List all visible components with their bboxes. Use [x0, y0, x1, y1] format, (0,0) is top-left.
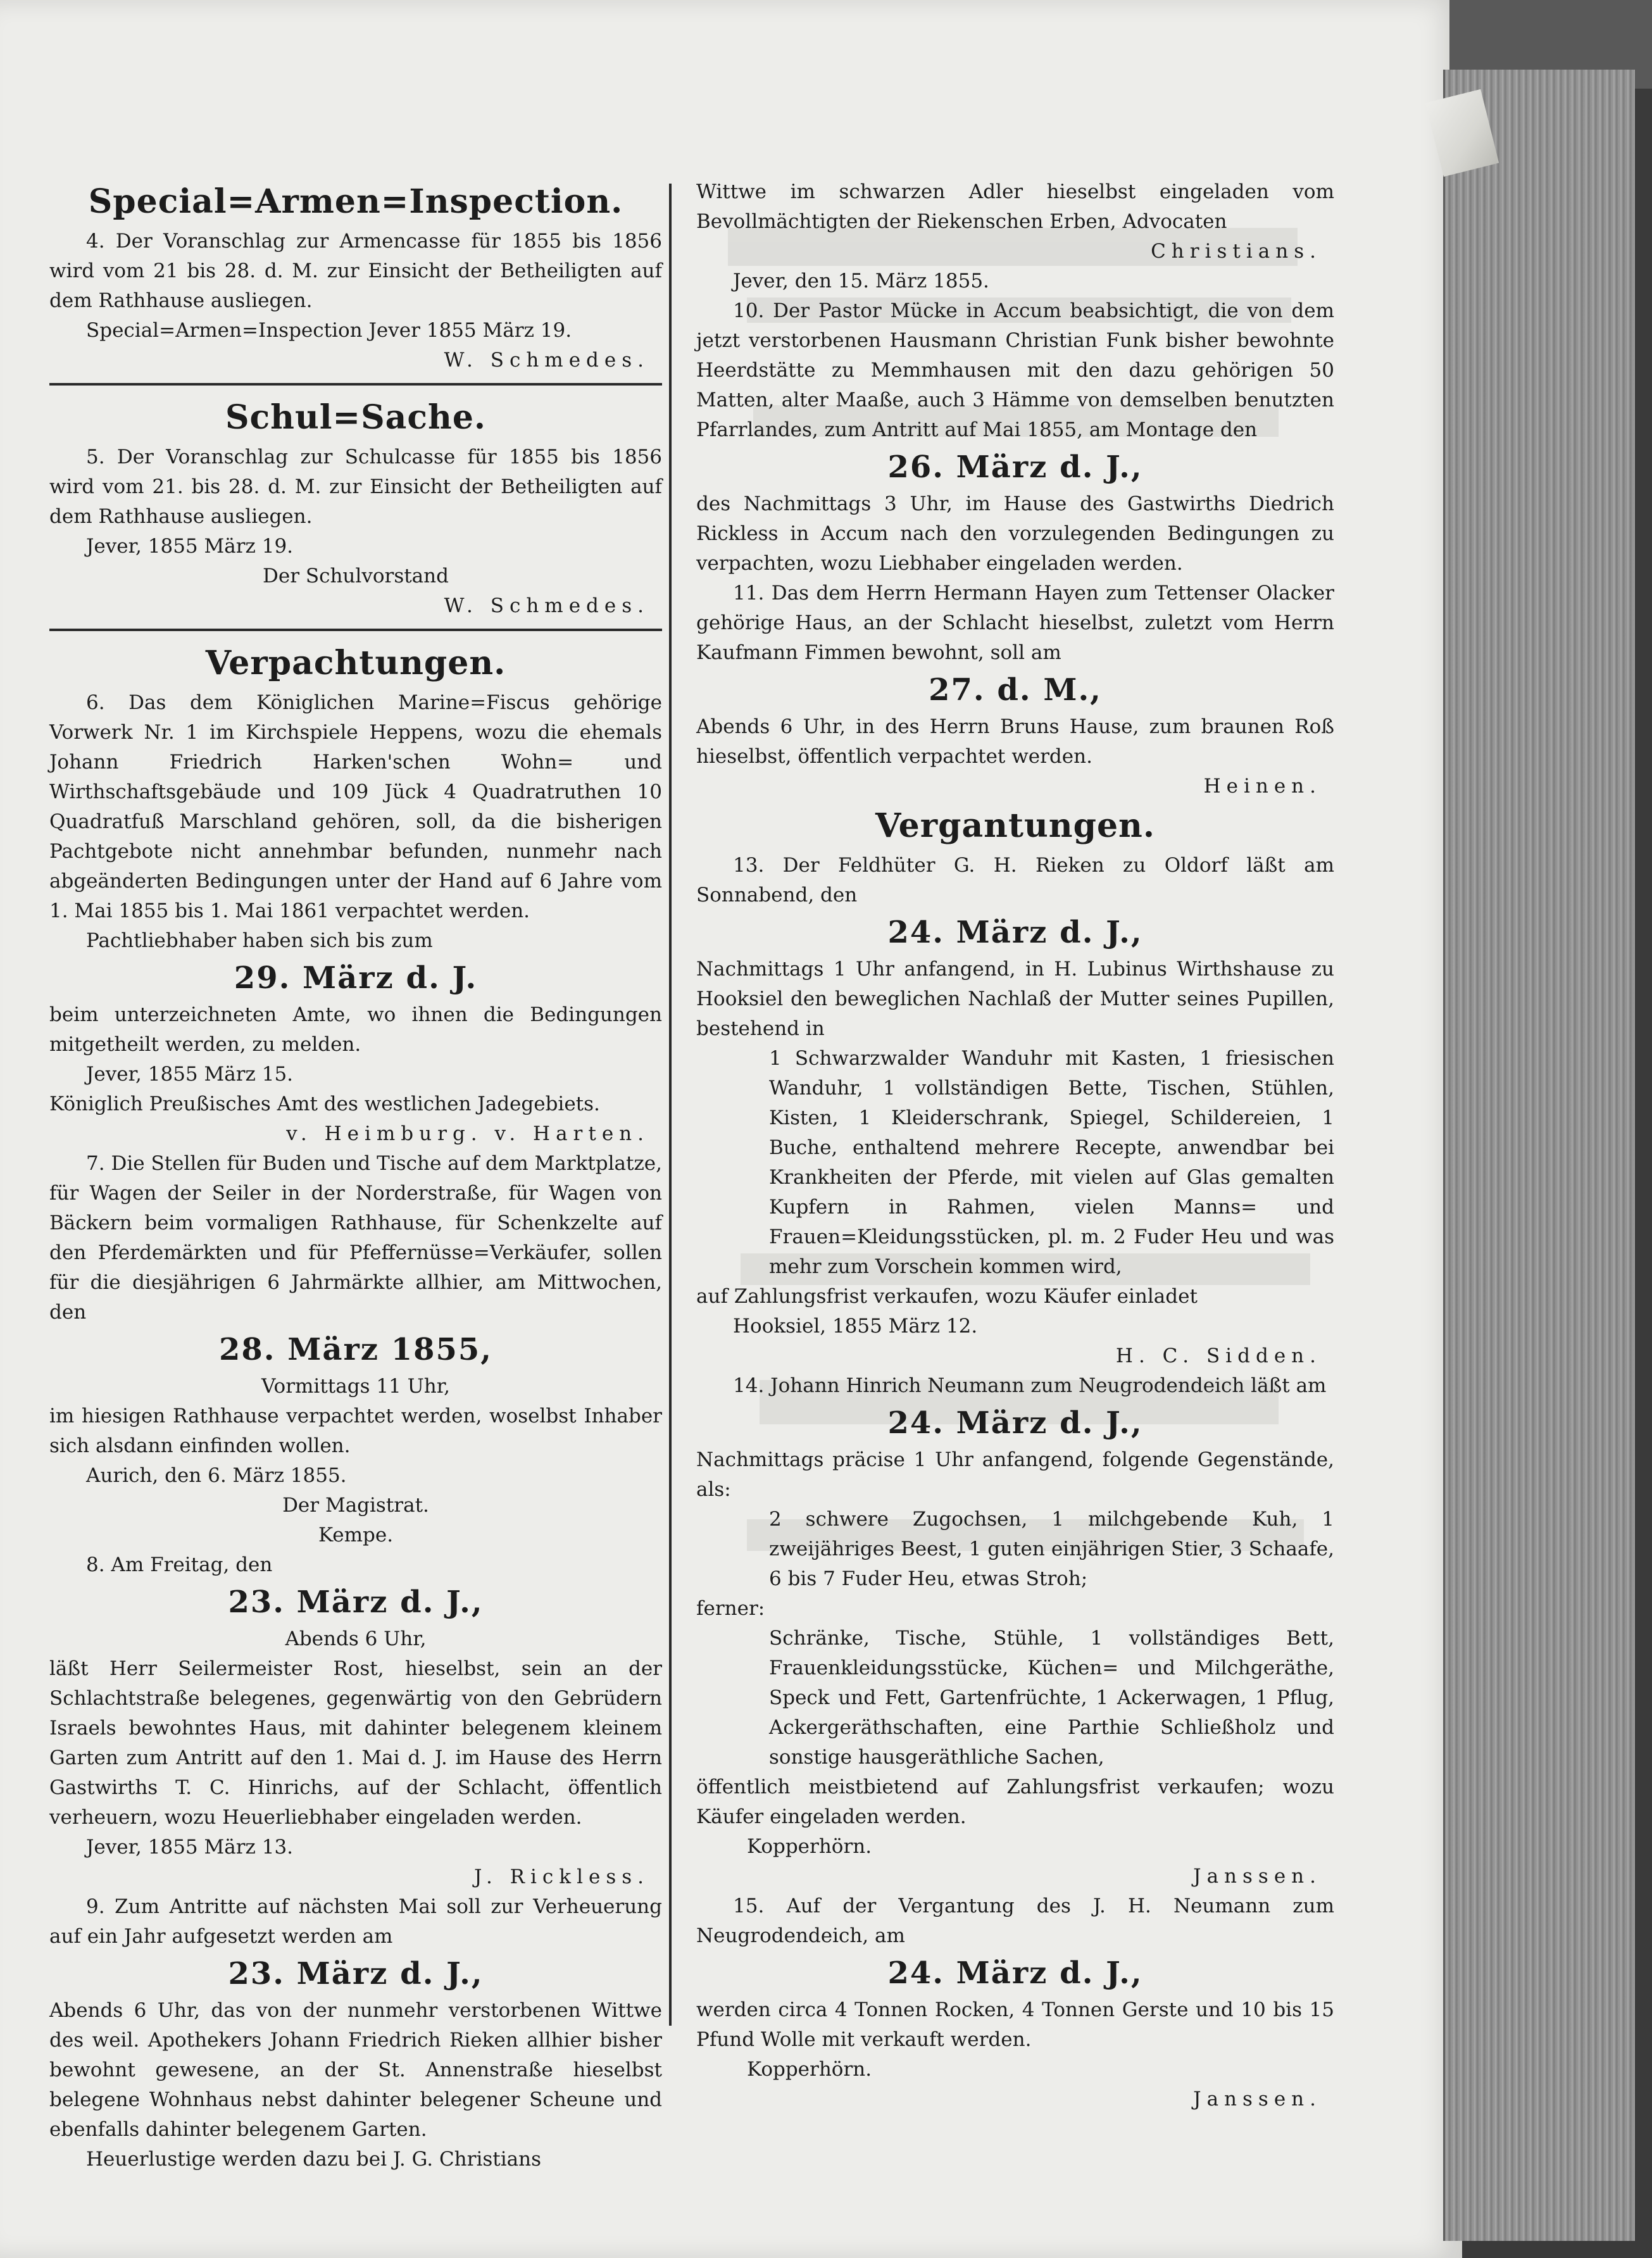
paragraph: öffentlich meistbietend auf Zahlungsfrist verkaufen; wozu Käufer eingeladen werden. — [696, 1776, 1334, 1828]
paragraph: Jever, 1855 März 15. — [86, 1063, 294, 1086]
signature: Heinen. — [1203, 775, 1322, 798]
signature: H. C. Sidden. — [1115, 1345, 1322, 1367]
paragraph: 9. Zum Antritte auf nächsten Mai soll zur Verheuerung auf ein Jahr aufgesetzt werden am — [49, 1895, 662, 1948]
signature: J. Rickless. — [473, 1866, 649, 1888]
paragraph: Abends 6 Uhr, das von der nunmehr verstorbenen Wittwe des weil. Apothekers Johann Friedrich Rieken allhier bisher bewohnt gewesene, an der St. Annenstraße hieselbst belegene Wohnhaus nebst dahinter belegener Scheune und ebenfalls dahinter belegenem Garten. — [49, 1999, 662, 2141]
signature: v. Heimburg. v. Harten. — [286, 1122, 649, 1145]
paragraph: Heuerlustige werden dazu bei J. G. Christians — [86, 2148, 542, 2171]
paragraph: auf Zahlungsfrist verkaufen, wozu Käufer einladet — [696, 1285, 1198, 1308]
paragraph: werden circa 4 Tonnen Rocken, 4 Tonnen Gerste und 10 bis 15 Pfund Wolle mit verkauft werden. — [696, 1998, 1334, 2051]
paragraph: Königlich Preußisches Amt des westlichen Jadegebiets. — [49, 1093, 600, 1115]
paragraph: Nachmittags präcise 1 Uhr anfangend, folgende Gegenstände, als: — [696, 1448, 1334, 1501]
place-name: Kopperhörn. — [747, 2058, 872, 2081]
signature: Janssen. — [1193, 1865, 1322, 1888]
date-line: 29. März d. J. — [234, 960, 478, 996]
date-line: 27. d. M., — [929, 672, 1102, 708]
paragraph: 5. Der Voranschlag zur Schulcasse für 1855 bis 1856 wird vom 21. bis 28. d. M. zur Einsicht der Betheiligten auf dem Rathhause ausliegen. — [49, 446, 662, 528]
date-line: 28. März 1855, — [218, 1332, 492, 1367]
centered-line: Kempe. — [318, 1524, 394, 1546]
date-line: 26. März d. J., — [887, 449, 1143, 485]
item-list: 1 Schwarzwalder Wanduhr mit Kasten, 1 friesischen Wanduhr, 1 vollständigen Bette, Tischen, Stühlen, Kisten, 1 Kleiderschrank, Spiegel, Schildereien, 1 Buche, enthaltend mehrere Recepte, anwendbar bei Krankheiten der Pferde, mit vielen auf Glas gemalten Kupfern in Rahmen, vielen Manns= und Frauen=Kleidungsstücken, pl. m. 2 Fuder Heu und was mehr zum Vorschein kommen wird, — [769, 1047, 1334, 1278]
section-heading: Verpachtungen. — [205, 644, 506, 682]
paragraph: des Nachmittags 3 Uhr, im Hause des Gastwirths Diedrich Rickless in Accum nach den vorzulegenden Bedingungen zu verpachten, wozu Liebhaber eingeladen werden. — [696, 492, 1334, 575]
paragraph: Special=Armen=Inspection Jever 1855 März 19. — [86, 319, 572, 342]
signature: W. Schmedes. — [444, 594, 649, 617]
date-line: 24. März d. J., — [887, 915, 1143, 950]
paragraph: 14. Johann Hinrich Neumann zum Neugrodendeich läßt am — [733, 1374, 1327, 1397]
date-line: 23. März d. J., — [228, 1956, 484, 1991]
signature: Christians. — [1151, 240, 1322, 263]
paragraph: 13. Der Feldhüter G. H. Rieken zu Oldorf läßt am Sonnabend, den — [696, 854, 1334, 906]
paragraph: Jever, 1855 März 19. — [86, 535, 294, 558]
left-column — [49, 177, 662, 2174]
place-name: Kopperhörn. — [747, 1835, 872, 1858]
section-heading: Special=Armen=Inspection. — [88, 182, 623, 221]
item-list: 2 schwere Zugochsen, 1 milchgebende Kuh, 1 zweijähriges Beest, 1 guten einjährigen Stier, 3 Schaafe, 6 bis 7 Fuder Heu, etwas Stroh; — [769, 1508, 1334, 1590]
signature: W. Schmedes. — [444, 349, 649, 372]
paragraph: 11. Das dem Herrn Hermann Hayen zum Tettenser Olacker gehörige Haus, an der Schlacht hieselbst, zuletzt vom Herrn Kaufmann Fimmen bewohnt, soll am — [696, 582, 1334, 664]
paragraph: Wittwe im schwarzen Adler hieselbst eingeladen vom Bevollmächtigten der Riekenschen Erben, Advocaten — [696, 180, 1334, 233]
section-rule — [49, 629, 662, 631]
item-list: Schränke, Tische, Stühle, 1 vollständiges Bett, Frauenkleidungsstücke, Küchen= und Milchgeräthe, Speck und Fett, Gartenfrüchte, 1 Ackerwagen, 1 Pflug, Ackergeräthschaften, eine Parthie Schließholz und sonstige hausgeräthliche Sachen, — [769, 1627, 1334, 1769]
paragraph: läßt Herr Seilermeister Rost, hieselbst, sein an der Schlachtstraße belegenes, gegenwärtig von den Gebrüdern Israels bewohntes Haus, mit dahinter belegenem kleinem Garten zum Antritt auf den 1. Mai d. J. im Hause des Herrn Gastwirths T. C. Hinrichs, auf der Schlacht, öffentlich verheuern, wozu Heuerliebhaber eingeladen werden. — [49, 1657, 662, 1829]
date-line: 24. März d. J., — [887, 1955, 1143, 1991]
date-line: 24. März d. J., — [887, 1405, 1143, 1441]
section-heading: Schul=Sache. — [225, 398, 487, 437]
paragraph: 15. Auf der Vergantung des J. H. Neumann zum Neugrodendeich, am — [696, 1895, 1334, 1947]
paragraph: Hooksiel, 1855 März 12. — [733, 1315, 978, 1338]
paragraph: 7. Die Stellen für Buden und Tische auf dem Marktplatze, für Wagen der Seiler in der Norderstraße, für Wagen von Bäckern beim vormaligen Rathhause, für Schenkzelte auf den Pferdemärkten und für Pfeffernüsse=Verkäufer, sollen für die diesjährigen 6 Jahrmärkte allhier, am Mittwochen, den — [49, 1152, 662, 1324]
right-column — [696, 177, 1334, 2114]
paragraph: Jever, den 15. März 1855. — [733, 270, 989, 292]
date-line: 23. März d. J., — [228, 1584, 484, 1620]
signature: Janssen. — [1193, 2088, 1322, 2111]
paragraph: im hiesigen Rathhause verpachtet werden, woselbst Inhaber sich alsdann einfinden wollen. — [49, 1405, 662, 1457]
centered-line: Vormittags 11 Uhr, — [261, 1375, 450, 1398]
paragraph: Aurich, den 6. März 1855. — [86, 1464, 347, 1487]
paragraph: Jever, 1855 März 13. — [86, 1836, 294, 1859]
paragraph: 6. Das dem Königlichen Marine=Fiscus gehörige Vorwerk Nr. 1 im Kirchspiele Heppens, wozu die ehemals Johann Friedrich Harken'schen Wohn= und Wirthschaftsgebäude und 109 Jück 4 Quadratruthen 10 Quadratfuß Marschland gehören, soll, da die bisherigen Pachtgebote nicht annehmbar befunden, nunmehr nach abgeänderten Bedingungen unter der Hand auf 6 Jahre vom 1. Mai 1855 bis 1. Mai 1861 verpachtet werden. — [49, 691, 662, 922]
book-binding-edge — [1443, 70, 1635, 2241]
centered-line: Abends 6 Uhr, — [285, 1628, 427, 1650]
paragraph: 8. Am Freitag, den — [86, 1553, 273, 1576]
paragraph: Pachtliebhaber haben sich bis zum — [86, 929, 433, 952]
paragraph: 4. Der Voranschlag zur Armencasse für 1855 bis 1856 wird vom 21 bis 28. d. M. zur Einsicht der Betheiligten auf dem Rathhause ausliegen. — [49, 230, 662, 312]
paragraph: ferner: — [696, 1597, 765, 1620]
column-divider — [669, 184, 672, 2026]
paragraph: Nachmittags 1 Uhr anfangend, in H. Lubinus Wirthshause zu Hooksiel den beweglichen Nachlaß der Mutter seines Pupillen, bestehend in — [696, 958, 1334, 1040]
paragraph: Abends 6 Uhr, in des Herrn Bruns Hause, zum braunen Roß hieselbst, öffentlich verpachtet werden. — [696, 715, 1334, 768]
centered-line: Der Schulvorstand — [263, 565, 449, 587]
centered-line: Der Magistrat. — [282, 1494, 429, 1517]
section-heading: Vergantungen. — [875, 806, 1155, 845]
section-rule — [49, 383, 662, 386]
paragraph: beim unterzeichneten Amte, wo ihnen die Bedingungen mitgetheilt werden, zu melden. — [49, 1003, 662, 1056]
paragraph: 10. Der Pastor Mücke in Accum beabsichtigt, die von dem jetzt verstorbenen Hausmann Christian Funk bisher bewohnte Heerdstätte zu Memmhausen mit den dazu gehörigen 50 Matten, alter Maaße, auch 3 Hämme von demselben benutzten Pfarrlandes, zum Antritt auf Mai 1855, am Montage den — [696, 299, 1334, 441]
